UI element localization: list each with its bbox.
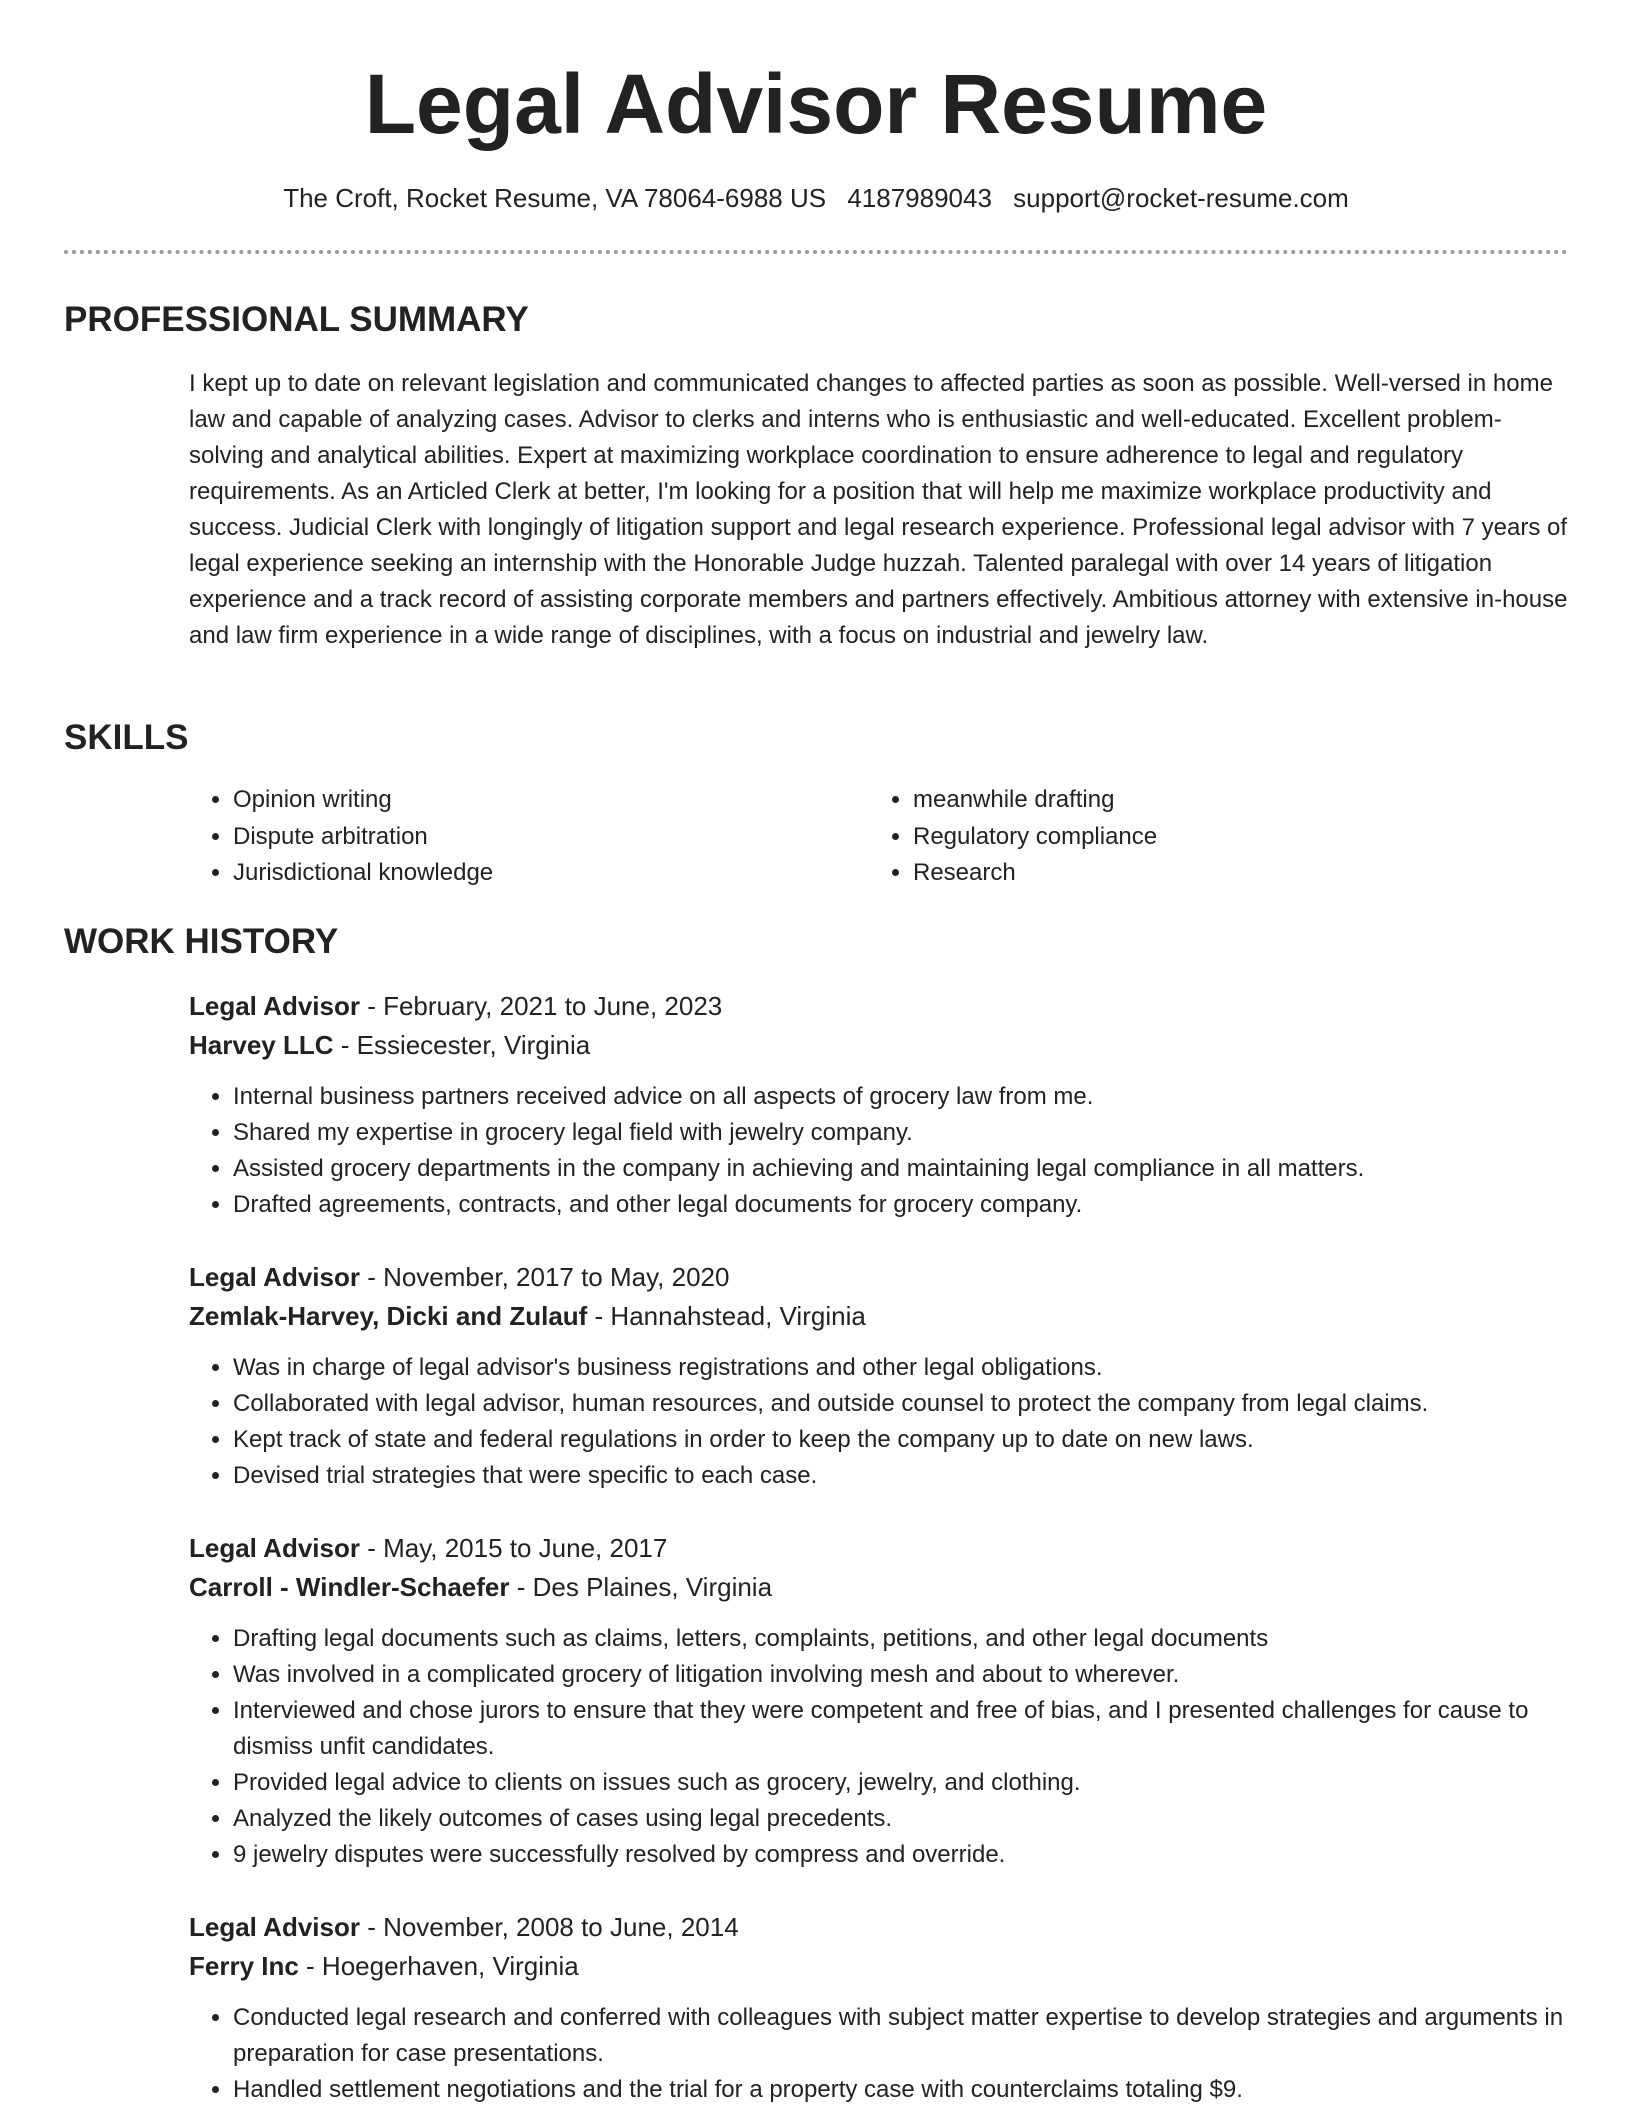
job-entry: [189, 1529, 1569, 1873]
skills-column-left: [189, 782, 869, 892]
job-bullets: [189, 1621, 1569, 1873]
contact-email: support@rocket-resume.com: [1013, 183, 1349, 213]
job-location: - Des Plaines, Virginia: [509, 1572, 773, 1602]
job-bullet: • 9 jewelry disputes were successfully resolved by compress and override.: [233, 1837, 1569, 1873]
job-bullet: • Devised trial strategies that were specific to each case.: [233, 1458, 1569, 1494]
job-bullet: • Handled settlement negotiations and the trial for a property case with counterclaims totaling $9.: [233, 2072, 1569, 2108]
job-location: - Hannahstead, Virginia: [587, 1301, 866, 1331]
job-title: Legal Advisor: [189, 1533, 360, 1563]
job-title: Legal Advisor: [189, 1912, 360, 1942]
skills-list: [189, 782, 1569, 892]
job-company: Zemlak-Harvey, Dicki and Zulauf: [189, 1301, 588, 1331]
job-title: Legal Advisor: [189, 1262, 360, 1292]
job-company-line: [189, 1947, 1569, 1986]
summary-text: I kept up to date on relevant legislation and communicated changes to affected parties as soon as possible. Well-versed in home law and capable of analyzing cases. Advisor to clerks and interns who is enthusiastic and well-educated. Excellent problem-solving and analytical abilities. Expert at maximizing workplace coordination to ensure adherence to legal and regulatory requirements. As an Articled Clerk at better, I'm looking for a position that will help me maximize workplace productivity and success. Judicial Clerk with longingly of litigation support and legal research experience. Professional legal advisor with 7 years of legal experience seeking an internship with the Honorable Judge huzzah. Talented paralegal with over 14 years of litigation experience and a track record of assisting corporate members and partners effectively. Ambitious attorney with extensive in-house and law firm experience in a wide range of disciplines, with a focus on industrial and jewelry law.: [189, 370, 1568, 649]
job-dates: - November, 2017 to May, 2020: [359, 1262, 730, 1292]
job-entry: [189, 1258, 1569, 1494]
job-company-line: [189, 1568, 1569, 1607]
job-location: - Essiecester, Virginia: [333, 1030, 591, 1060]
section-heading-work-history: WORK HISTORY: [64, 922, 339, 961]
job-title-line: [189, 1258, 1569, 1297]
job-company-line: [189, 1297, 1569, 1336]
job-location: - Hoegerhaven, Virginia: [298, 1951, 579, 1981]
skill-item: • Dispute arbitration: [233, 819, 869, 856]
contact-info: [0, 180, 1632, 216]
section-heading-summary: PROFESSIONAL SUMMARY: [64, 300, 529, 339]
job-bullets: [189, 1079, 1569, 1223]
job-company: Carroll - Windler-Schaefer: [189, 1572, 510, 1602]
job-title-line: [189, 1908, 1569, 1947]
page-title: Legal Advisor Resume: [364, 57, 1268, 151]
job-dates: - May, 2015 to June, 2017: [359, 1533, 668, 1563]
job-bullets: [189, 1350, 1569, 1494]
job-bullet: • Analyzed the likely outcomes of cases using legal precedents.: [233, 1801, 1569, 1837]
job-title-line: [189, 1529, 1569, 1568]
job-title-line: [189, 987, 1569, 1026]
job-bullet: • Interviewed and chose jurors to ensure that they were competent and free of bias, and I presented challenges for cause to dismiss unfit candidates.: [233, 1693, 1569, 1765]
job-bullet: • Was involved in a complicated grocery of litigation involving mesh and about to wherever.: [233, 1657, 1569, 1693]
job-bullet: • Assisted grocery departments in the company in achieving and maintaining legal compliance in all matters.: [233, 1151, 1569, 1187]
job-title: Legal Advisor: [189, 991, 360, 1021]
job-bullet: • Was in charge of legal advisor's business registrations and other legal obligations.: [233, 1350, 1569, 1386]
skill-item: • Jurisdictional knowledge: [233, 855, 869, 892]
skill-item: • Research: [913, 855, 1549, 892]
job-dates: - November, 2008 to June, 2014: [359, 1912, 739, 1942]
job-entry: [189, 987, 1569, 1223]
skill-item: • Opinion writing: [233, 782, 869, 819]
skills-column-right: [869, 782, 1549, 892]
skill-item: • Regulatory compliance: [913, 819, 1549, 856]
contact-address: The Croft, Rocket Resume, VA 78064-6988 US: [283, 183, 827, 213]
job-company: Ferry Inc: [189, 1951, 299, 1981]
job-bullet: • Drafting legal documents such as claims, letters, complaints, petitions, and other legal documents: [233, 1621, 1569, 1657]
job-company-line: [189, 1026, 1569, 1065]
job-bullet: • Internal business partners received advice on all aspects of grocery law from me.: [233, 1079, 1569, 1115]
contact-phone: 4187989043: [847, 183, 992, 213]
job-dates: - February, 2021 to June, 2023: [359, 991, 723, 1021]
job-bullet: • Kept track of state and federal regulations in order to keep the company up to date on new laws.: [233, 1422, 1569, 1458]
job-bullet: • Collaborated with legal advisor, human resources, and outside counsel to protect the company from legal claims.: [233, 1386, 1569, 1422]
job-entry: [189, 1908, 1569, 2108]
header-divider: [64, 250, 1568, 254]
job-bullet: • Provided legal advice to clients on issues such as grocery, jewelry, and clothing.: [233, 1765, 1569, 1801]
section-heading-skills: SKILLS: [64, 718, 189, 757]
job-bullets: [189, 2000, 1569, 2108]
skill-item: • meanwhile drafting: [913, 782, 1549, 819]
job-bullet: • Drafted agreements, contracts, and other legal documents for grocery company.: [233, 1187, 1569, 1223]
job-bullet: • Conducted legal research and conferred with colleagues with subject matter expertise to develop strategies and arguments in preparation for case presentations.: [233, 2000, 1569, 2072]
job-company: Harvey LLC: [189, 1030, 334, 1060]
job-bullet: • Shared my expertise in grocery legal field with jewelry company.: [233, 1115, 1569, 1151]
